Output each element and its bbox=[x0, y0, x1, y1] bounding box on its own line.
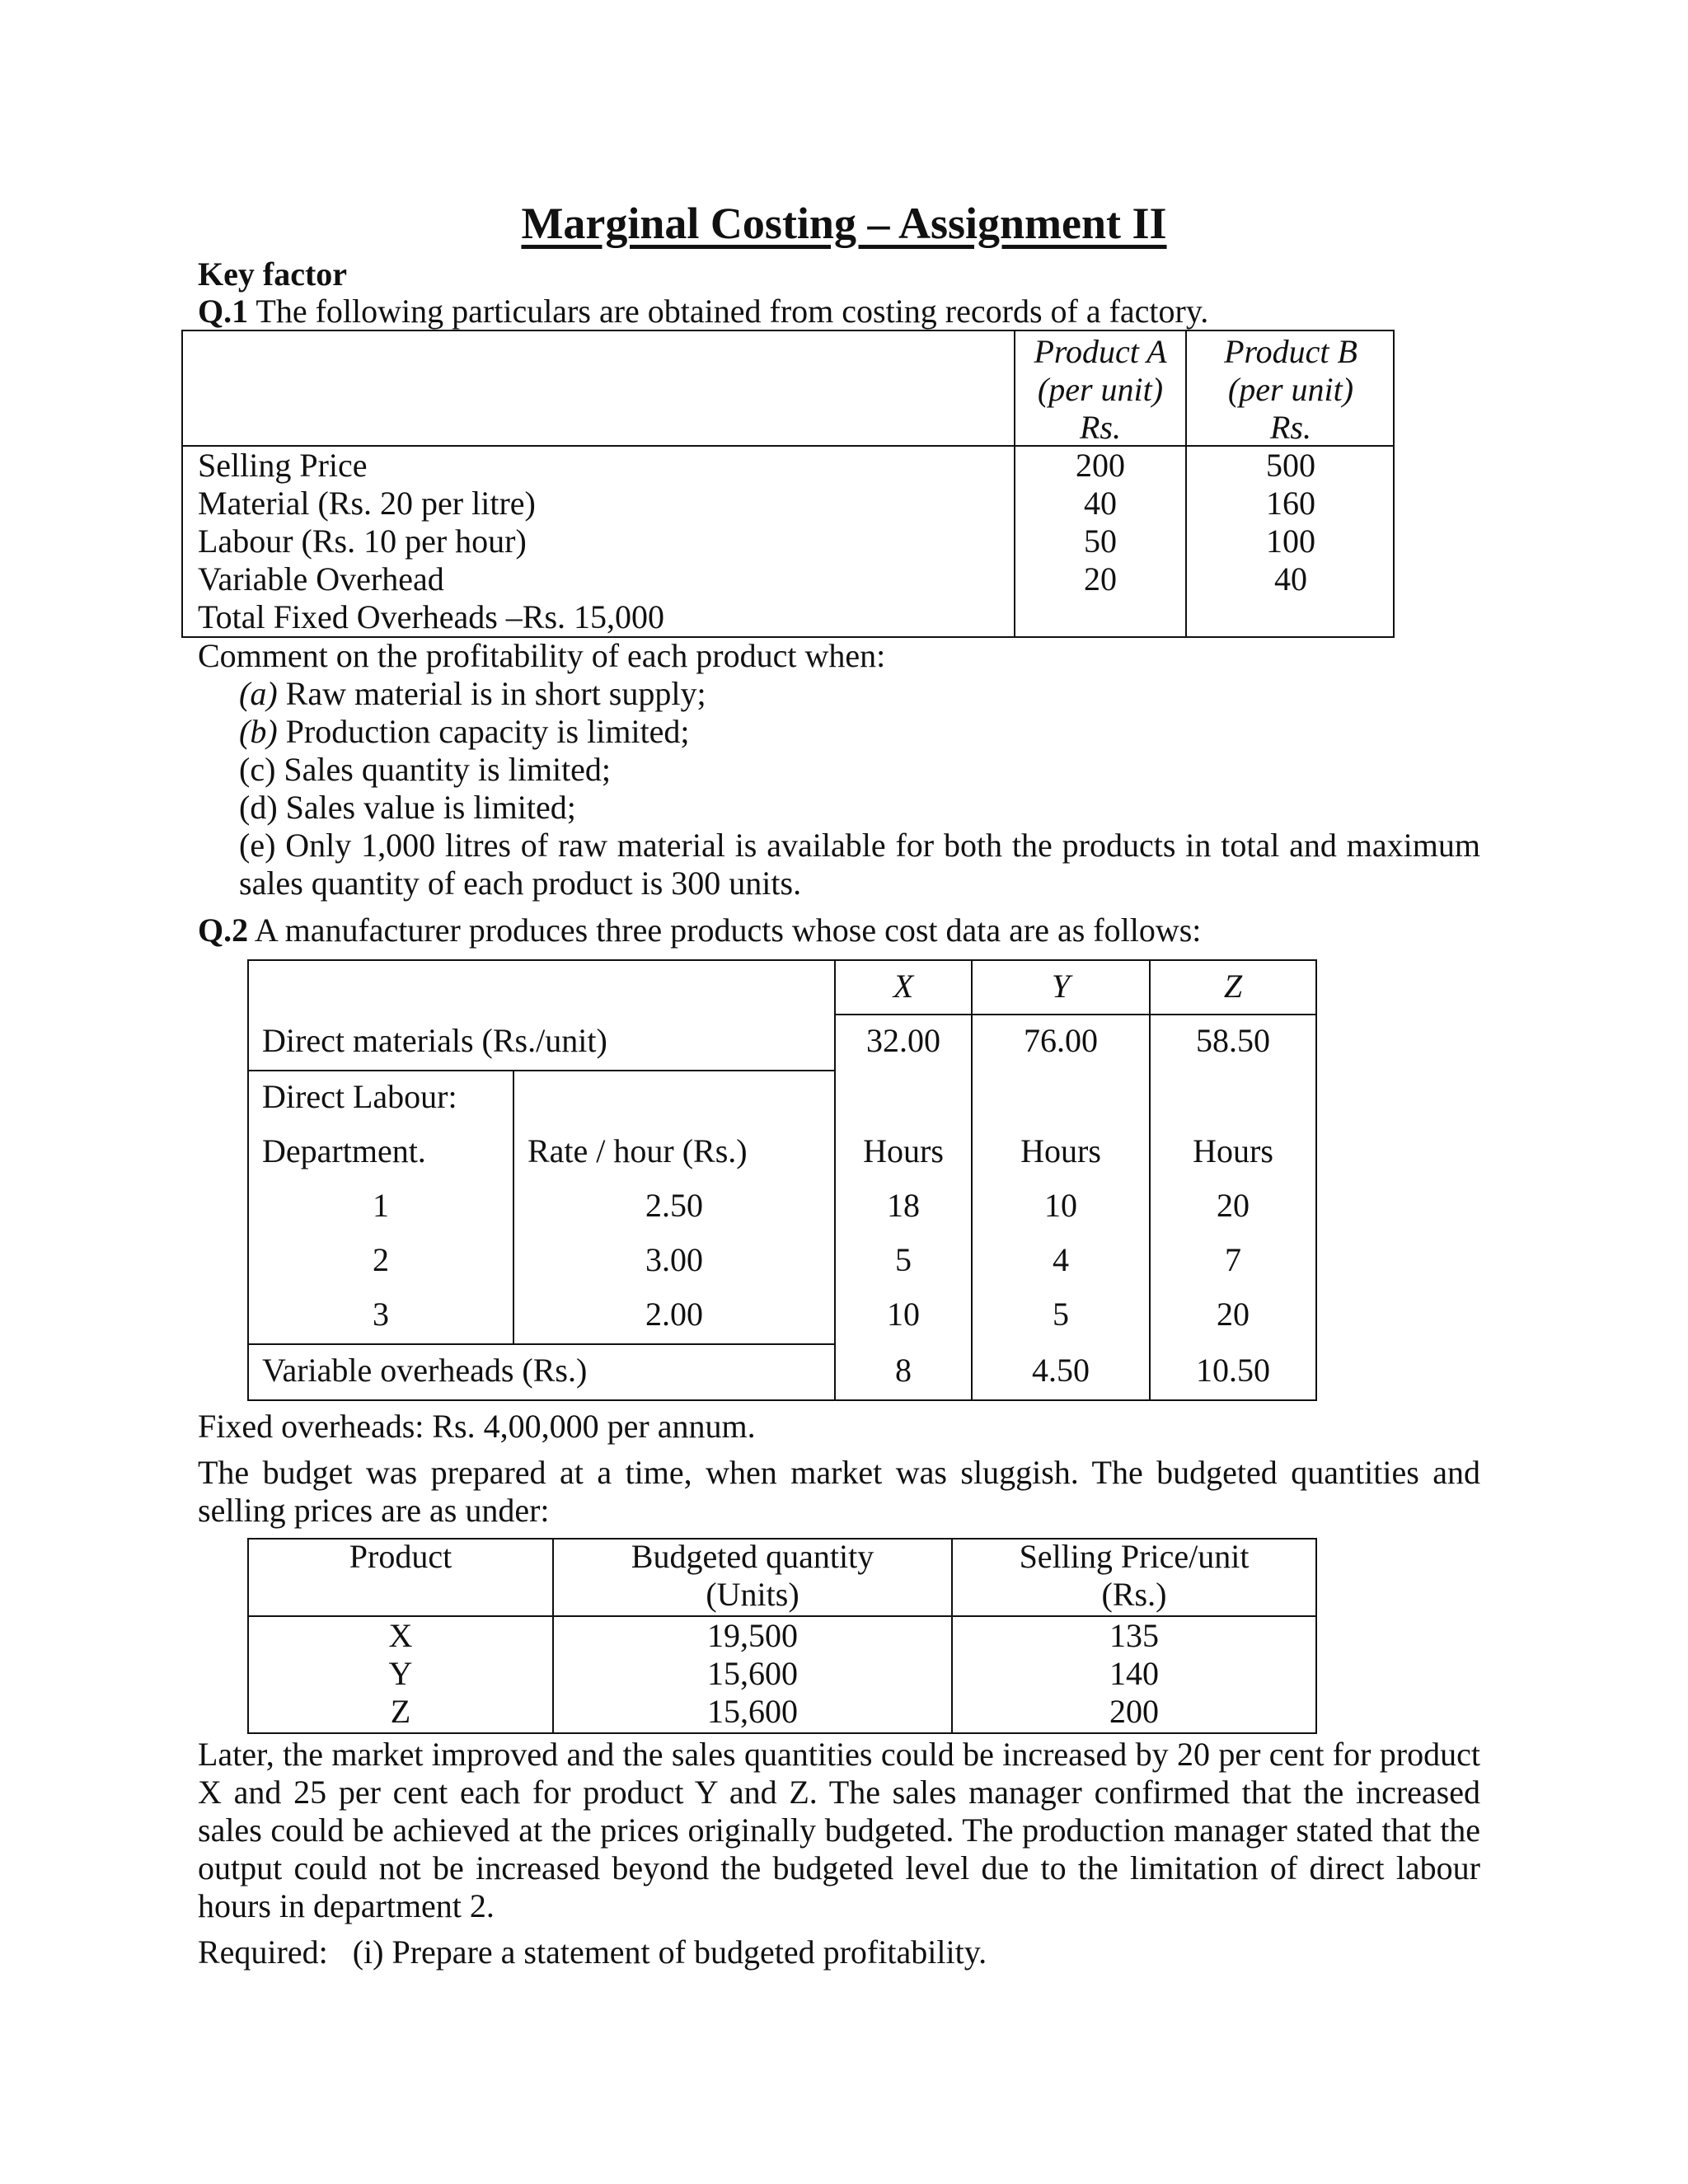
col-header-product: Product bbox=[349, 1538, 452, 1575]
hours-label: Hours bbox=[1020, 1132, 1101, 1169]
table-cell: 10 bbox=[1044, 1187, 1077, 1224]
table-cell: 2.50 bbox=[645, 1187, 703, 1224]
q2-cost-table bbox=[247, 959, 1317, 1401]
later-line2: X and 25 per cent each for product Y and Z. The sales manager confirmed that the increased bbox=[198, 1774, 1480, 1811]
q2-label: Q.2 bbox=[198, 912, 249, 949]
later-line3: sales could be achieved at the prices originally budgeted. The production manager stated that the bbox=[198, 1811, 1480, 1849]
table-cell: 10.50 bbox=[1196, 1352, 1270, 1389]
table-row: Labour (Rs. 10 per hour) bbox=[198, 523, 527, 560]
table-cell: 32.00 bbox=[866, 1022, 940, 1059]
list-item-e-line2: sales quantity of each product is 300 units. bbox=[239, 865, 802, 902]
table-cell: 4 bbox=[1053, 1241, 1069, 1278]
list-item-e-line1: (e) Only 1,000 litres of raw material is available for both the products in total and maximum bbox=[239, 827, 1480, 864]
direct-labour-label: Direct Labour: bbox=[262, 1078, 457, 1115]
direct-materials-label: Direct materials (Rs./unit) bbox=[262, 1022, 607, 1059]
q1-label: Q.1 bbox=[198, 293, 249, 330]
variable-overheads-label: Variable overheads (Rs.) bbox=[262, 1352, 588, 1389]
q1-table bbox=[181, 330, 1395, 638]
budget-table bbox=[247, 1538, 1317, 1734]
table-row: Z bbox=[390, 1693, 411, 1730]
list-item: (d) Sales value is limited; bbox=[239, 789, 576, 826]
table-cell: 3 bbox=[373, 1296, 389, 1333]
later-line1: Later, the market improved and the sales quantities could be increased by 20 per cent for product bbox=[198, 1736, 1480, 1773]
q2-text: A manufacturer produces three products whose cost data are as follows: bbox=[248, 912, 1202, 949]
budget-col-qty: 19,500 15,600 15,600 bbox=[707, 1617, 798, 1730]
section-heading: Key factor bbox=[198, 255, 348, 293]
table-cell: 7 bbox=[1225, 1241, 1241, 1278]
table-cell: 4.50 bbox=[1032, 1352, 1090, 1389]
table-cell: 20 bbox=[1217, 1296, 1250, 1333]
page-title: Marginal Costing – Assignment II bbox=[521, 199, 1167, 248]
hours-label: Hours bbox=[863, 1132, 944, 1169]
col-header-x: X bbox=[893, 968, 914, 1005]
q1-text: The following particulars are obtained from costing records of a factory. bbox=[248, 293, 1209, 330]
table-cell: 5 bbox=[895, 1241, 912, 1278]
table-cell: 3.00 bbox=[645, 1241, 703, 1278]
q1-comment: Comment on the profitability of each product when: bbox=[198, 637, 886, 674]
table-cell: 10 bbox=[887, 1296, 920, 1333]
later-line4: output could not be increased beyond the budgeted level due to the limitation of direct labour bbox=[198, 1849, 1480, 1886]
col-header-z: Z bbox=[1223, 968, 1243, 1005]
list-item: (a) Raw material is in short supply; bbox=[239, 675, 706, 712]
table-row: Selling Price bbox=[198, 447, 368, 484]
q1-col-a: 200 40 50 20 bbox=[1076, 447, 1125, 598]
q1-col-b: 500 160 100 40 bbox=[1266, 447, 1315, 598]
q1-header-b: Product B (per unit) Rs. bbox=[1224, 333, 1357, 446]
table-cell: 5 bbox=[1053, 1296, 1069, 1333]
table-cell: 20 bbox=[1217, 1187, 1250, 1224]
budget-col-product bbox=[249, 1617, 552, 1731]
budget-line1: The budget was prepared at a time, when market was sluggish. The budgeted quantities and bbox=[198, 1454, 1480, 1491]
col-header-price: Selling Price/unit (Rs.) bbox=[1019, 1538, 1250, 1613]
table-cell: 2.00 bbox=[645, 1296, 703, 1333]
table-row: X bbox=[388, 1617, 413, 1654]
q1-header-a: Product A (per unit) Rs. bbox=[1034, 333, 1167, 446]
table-cell: 8 bbox=[895, 1352, 912, 1389]
table-row: Material (Rs. 20 per litre) bbox=[198, 485, 536, 522]
rate-label: Rate / hour (Rs.) bbox=[528, 1132, 748, 1169]
table-row: Y bbox=[388, 1655, 413, 1692]
table-row: Variable Overhead bbox=[198, 560, 444, 598]
list-item: (c) Sales quantity is limited; bbox=[239, 751, 612, 788]
budget-line2: selling prices are as under: bbox=[198, 1492, 550, 1529]
required-text: Required: (i) Prepare a statement of budgeted profitability. bbox=[198, 1933, 987, 1971]
q1-intro bbox=[198, 293, 1208, 330]
table-cell: 2 bbox=[373, 1241, 389, 1278]
table-row: Total Fixed Overheads –Rs. 15,000 bbox=[198, 598, 665, 635]
table-cell: 1 bbox=[373, 1187, 389, 1224]
table-cell: 76.00 bbox=[1024, 1022, 1098, 1059]
list-item: (b) Production capacity is limited; bbox=[239, 713, 690, 750]
q1-row-labels bbox=[198, 447, 664, 636]
table-cell: 18 bbox=[887, 1187, 920, 1224]
budget-col-price: 135 140 200 bbox=[1109, 1617, 1159, 1730]
later-line5: hours in department 2. bbox=[198, 1887, 495, 1924]
department-label: Department. bbox=[262, 1132, 426, 1169]
q2-intro bbox=[198, 912, 1201, 949]
hours-label: Hours bbox=[1193, 1132, 1273, 1169]
table-cell: 58.50 bbox=[1196, 1022, 1270, 1059]
fixed-overheads: Fixed overheads: Rs. 4,00,000 per annum. bbox=[198, 1408, 756, 1445]
col-header-y: Y bbox=[1051, 968, 1071, 1005]
col-header-qty: Budgeted quantity (Units) bbox=[631, 1538, 874, 1613]
